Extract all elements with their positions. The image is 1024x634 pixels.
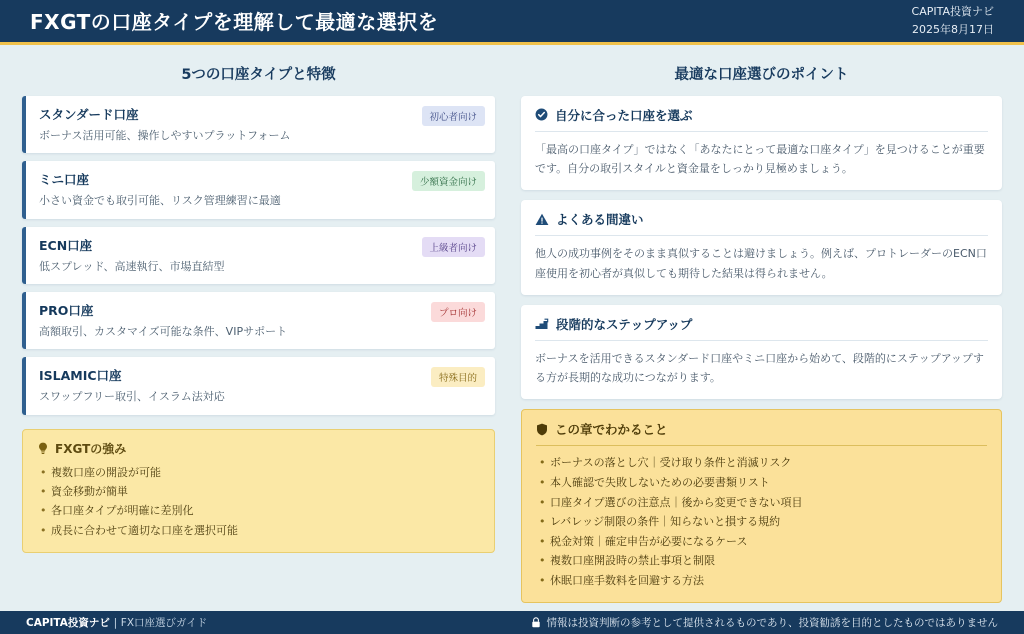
summary-title: この章でわかること	[555, 422, 668, 438]
publish-date: 2025年8月17日	[912, 22, 994, 36]
page-header	[0, 0, 1024, 45]
list-item: • 成長に合わせて適切な口座を選択可能	[37, 521, 480, 540]
account-name: ミニ口座	[39, 172, 90, 188]
point-header	[535, 210, 988, 236]
list-item: • ボーナスの落とし穴｜受け取り条件と消滅リスク	[536, 453, 987, 473]
right-column	[521, 57, 1002, 604]
footer-disclaimer-area	[531, 615, 999, 630]
point-title: 段階的なステップアップ	[556, 316, 693, 332]
account-card	[22, 292, 495, 349]
right-column-title: 最適な口座選びのポイント	[674, 66, 849, 83]
footer-separator: |	[113, 617, 118, 630]
check-circle-icon	[535, 108, 548, 121]
strengths-title: FXGTの強み	[55, 441, 127, 456]
point-title: 自分に合った口座を選ぶ	[555, 107, 693, 123]
brand-name: CAPITA投資ナビ	[911, 5, 994, 19]
left-column-title: 5つの口座タイプと特徴	[181, 66, 336, 83]
lightbulb-icon	[37, 442, 49, 455]
content-area	[0, 45, 1024, 604]
footer-subtitle: FX口座選びガイド	[120, 617, 208, 630]
warning-triangle-icon	[535, 213, 549, 226]
account-badge: 上級者向け	[422, 237, 486, 257]
shield-icon	[536, 423, 548, 436]
list-item: • 休眠口座手数料を回避する方法	[536, 571, 987, 591]
point-body: 「最高の口座タイプ」ではなく「あなたにとって最適な口座タイプ」を見つけることが重要です。自分の取引スタイルと資金量をしっかり見極めましょう。	[535, 142, 985, 176]
lock-icon	[531, 617, 541, 628]
list-item: • 複数口座の開設が可能	[37, 463, 480, 482]
account-card	[22, 96, 495, 153]
summary-header	[536, 420, 987, 446]
account-name: ECN口座	[39, 237, 93, 253]
header-meta	[912, 3, 994, 38]
list-item: • 各口座タイプが明確に差別化	[37, 501, 480, 520]
page-title: FXGTの口座タイプを理解して最適な選択を	[30, 10, 439, 35]
point-card	[521, 200, 1002, 295]
account-badge: 少額資金向け	[412, 171, 485, 191]
account-card	[22, 161, 495, 218]
list-item: • 口座タイプ選びの注意点｜後から変更できない項目	[536, 493, 987, 513]
account-card	[22, 357, 495, 414]
point-card	[521, 305, 1002, 400]
account-desc: スワップフリー取引、イスラム法対応	[39, 390, 225, 404]
point-body: 他人の成功事例をそのまま真似することは避けましょう。例えば、プロトレーダーのECN口座使用を初心者が真似しても期待した結果は得られません。	[535, 247, 987, 280]
point-header	[535, 106, 988, 132]
account-badge: 初心者向け	[422, 106, 486, 126]
account-name: ISLAMIC口座	[39, 368, 122, 384]
page-footer	[0, 611, 1024, 634]
list-item: • レバレッジ制限の条件｜知らないと損する規約	[536, 512, 987, 532]
point-header	[535, 315, 988, 341]
account-name: PRO口座	[39, 303, 94, 319]
summary-list	[536, 453, 987, 590]
account-card	[22, 227, 495, 284]
chapter-summary-box	[521, 409, 1002, 603]
strengths-list	[37, 463, 480, 540]
account-desc: 小さい資金でも取引可能、リスク管理練習に最適	[39, 194, 281, 208]
left-column	[22, 57, 495, 604]
account-desc: ボーナス活用可能、操作しやすいプラットフォーム	[39, 128, 291, 142]
account-name: スタンダード口座	[39, 106, 139, 122]
account-desc: 低スプレッド、高速執行、市場直結型	[39, 259, 225, 273]
list-item: • 複数口座開設時の禁止事項と制限	[536, 551, 987, 571]
account-badge: プロ向け	[431, 302, 485, 322]
list-item: • 資金移動が簡単	[37, 482, 480, 501]
stairs-up-icon	[535, 317, 549, 330]
strengths-box	[22, 429, 495, 553]
point-card	[521, 96, 1002, 191]
point-title: よくある間違い	[556, 212, 644, 228]
point-body: ボーナスを活用できるスタンダード口座やミニ口座から始めて、段階的にステップアップする方が長期的な成功につながります。	[535, 351, 984, 385]
list-item: • 本人確認で失敗しないための必要書類リスト	[536, 473, 987, 493]
list-item: • 税金対策｜確定申告が必要になるケース	[536, 532, 987, 552]
footer-disclaimer: 情報は投資判断の参考として提供されるものであり、投資勧誘を目的としたものではありません	[546, 617, 998, 630]
account-badge: 特殊目的	[431, 367, 485, 387]
footer-brand-area	[26, 615, 207, 630]
footer-brand: CAPITA投資ナビ	[26, 617, 110, 630]
account-desc: 高額取引、カスタマイズ可能な条件、VIPサポート	[39, 325, 288, 339]
strengths-header	[37, 440, 480, 457]
